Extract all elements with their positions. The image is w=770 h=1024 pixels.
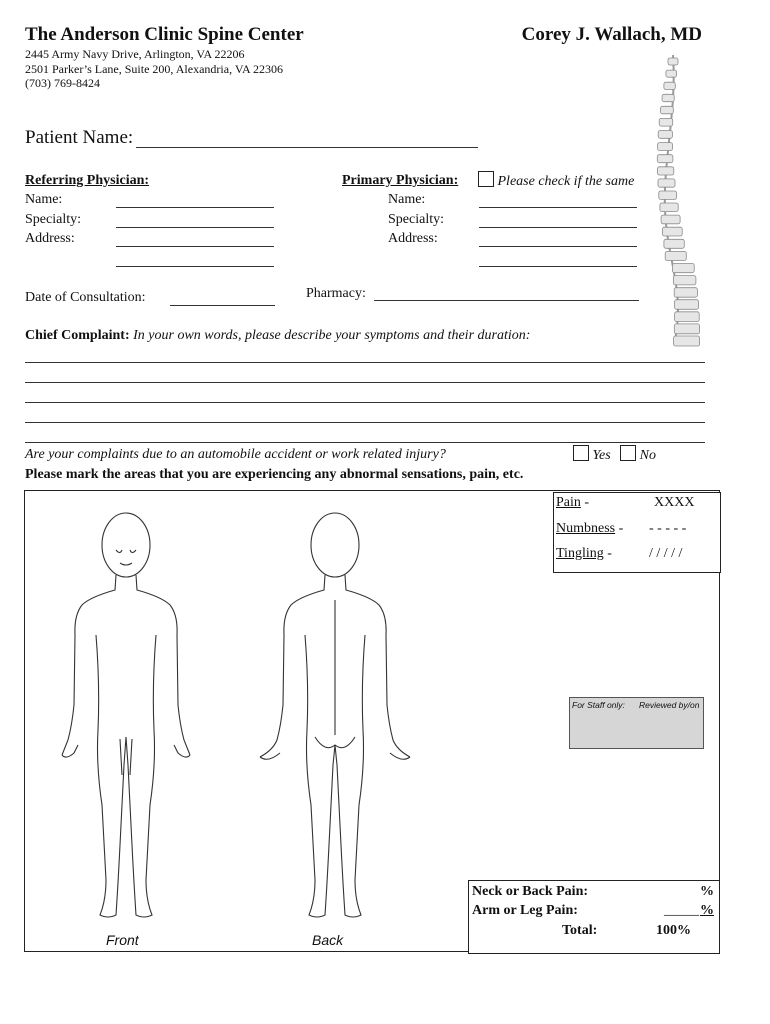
referring-address-label: Address:: [25, 231, 75, 246]
referring-specialty-field[interactable]: [116, 227, 274, 228]
injury-yes-checkbox[interactable]: [573, 445, 589, 461]
vertebra-shape: [659, 118, 673, 126]
vertebra-shape: [661, 215, 680, 224]
reviewed-by-label: Reviewed by/on: [639, 700, 700, 710]
vertebra-shape: [658, 143, 673, 151]
legend-pain-symbol: XXXX: [654, 495, 695, 510]
legend-tingling-symbol: / / / / /: [649, 546, 683, 561]
vertebra-shape: [662, 94, 674, 101]
pain-distribution-box: [468, 880, 720, 954]
legend-pain-sep: -: [580, 495, 590, 510]
staff-review-box[interactable]: [569, 697, 704, 749]
same-physician-checkbox[interactable]: [478, 171, 494, 187]
injury-question: Are your complaints due to an automobile accident or work related injury?: [25, 447, 446, 462]
complaint-line-3[interactable]: [25, 402, 705, 403]
chief-complaint-prompt: In your own words, please describe your symptoms and their duration:: [133, 328, 531, 343]
arm-leg-pain-pct: %: [700, 903, 714, 918]
pharmacy-field[interactable]: [374, 300, 639, 301]
legend-pain: [556, 495, 589, 511]
patient-name-field[interactable]: [136, 147, 478, 148]
same-physician-row: [478, 171, 634, 190]
legend-tingling-sep: -: [603, 546, 612, 561]
total-label: Total:: [562, 923, 598, 938]
primary-address-field-1[interactable]: [479, 246, 637, 247]
vertebra-shape: [666, 70, 677, 77]
consultation-date-label: Date of Consultation:: [25, 290, 146, 305]
referring-physician-heading: Referring Physician:: [25, 173, 150, 188]
total-value: 100%: [656, 923, 691, 938]
arm-leg-pain-label: Arm or Leg Pain:: [472, 903, 578, 918]
address-line-2: 2501 Parker’s Lane, Suite 200, Alexandria, VA 22306: [25, 62, 283, 76]
primary-name-field[interactable]: [479, 207, 637, 208]
patient-name-label: Patient Name:: [25, 127, 134, 148]
primary-specialty-label: Specialty:: [388, 212, 444, 227]
injury-options: [573, 445, 656, 464]
vertebra-shape: [668, 58, 678, 65]
vertebra-shape: [661, 106, 674, 114]
vertebra-shape: [674, 288, 697, 298]
vertebra-shape: [664, 82, 675, 89]
injury-no-checkbox[interactable]: [620, 445, 636, 461]
front-figure-label: Front: [106, 932, 139, 948]
spine-illustration: [645, 50, 715, 350]
vertebra-shape: [672, 264, 694, 273]
primary-address-field-2[interactable]: [479, 266, 637, 267]
doctor-name: Corey J. Wallach, MD: [521, 24, 702, 45]
complaint-line-4[interactable]: [25, 422, 705, 423]
legend-tingling-label: Tingling: [556, 546, 604, 561]
vertebra-shape: [664, 239, 684, 248]
chief-complaint-row: [25, 328, 530, 344]
complaint-line-2[interactable]: [25, 382, 705, 383]
vertebra-shape: [675, 300, 699, 310]
address-line-1: 2445 Army Navy Drive, Arlington, VA 22206: [25, 47, 245, 61]
symptom-legend: [553, 492, 721, 573]
primary-name-label: Name:: [388, 192, 426, 207]
vertebra-shape: [658, 167, 674, 175]
back-body-figure[interactable]: [240, 505, 430, 935]
vertebra-shape: [673, 276, 696, 285]
primary-specialty-field[interactable]: [479, 227, 637, 228]
vertebra-shape: [675, 312, 700, 322]
injury-yes-label: Yes: [592, 448, 611, 463]
legend-numbness-label: Numbness: [556, 521, 616, 536]
pharmacy-label: Pharmacy:: [306, 286, 366, 301]
vertebra-shape: [658, 131, 672, 139]
neck-back-pain-label: Neck or Back Pain:: [472, 884, 589, 899]
referring-address-field-1[interactable]: [116, 246, 274, 247]
vertebra-shape: [657, 155, 673, 163]
legend-pain-label: Pain: [556, 495, 581, 510]
legend-numbness-sep: -: [615, 521, 624, 536]
referring-name-label: Name:: [25, 192, 63, 207]
chief-complaint-label: Chief Complaint:: [25, 328, 130, 343]
vertebra-shape: [674, 336, 700, 346]
vertebra-shape: [663, 227, 683, 236]
primary-physician-heading: Primary Physician:: [342, 173, 459, 188]
referring-name-field[interactable]: [116, 207, 274, 208]
legend-numbness-symbol: - - - - -: [649, 521, 687, 536]
clinic-name: The Anderson Clinic Spine Center: [25, 24, 304, 45]
referring-address-field-2[interactable]: [116, 266, 274, 267]
vertebra-shape: [674, 324, 699, 334]
vertebra-shape: [665, 251, 686, 260]
arm-leg-pain-blank[interactable]: _____: [664, 903, 699, 918]
complaint-line-1[interactable]: [25, 362, 705, 363]
injury-no-label: No: [639, 448, 657, 463]
vertebra-shape: [660, 203, 678, 212]
front-body-figure[interactable]: [60, 505, 230, 935]
same-physician-note: Please check if the same: [497, 174, 635, 189]
neck-back-pain-pct[interactable]: %: [700, 884, 714, 899]
referring-specialty-label: Specialty:: [25, 212, 81, 227]
legend-numbness: [556, 521, 623, 537]
primary-address-label: Address:: [388, 231, 438, 246]
staff-only-label: For Staff only:: [572, 700, 625, 710]
vertebra-shape: [658, 179, 675, 187]
consultation-date-field[interactable]: [170, 305, 275, 306]
vertebra-shape: [659, 191, 677, 199]
legend-tingling: [556, 546, 612, 562]
complaint-line-5[interactable]: [25, 442, 705, 443]
back-figure-label: Back: [312, 932, 344, 948]
phone: (703) 769-8424: [25, 76, 100, 90]
body-map-instructions: Please mark the areas that you are experiencing any abnormal sensations, pain, etc.: [25, 467, 524, 482]
